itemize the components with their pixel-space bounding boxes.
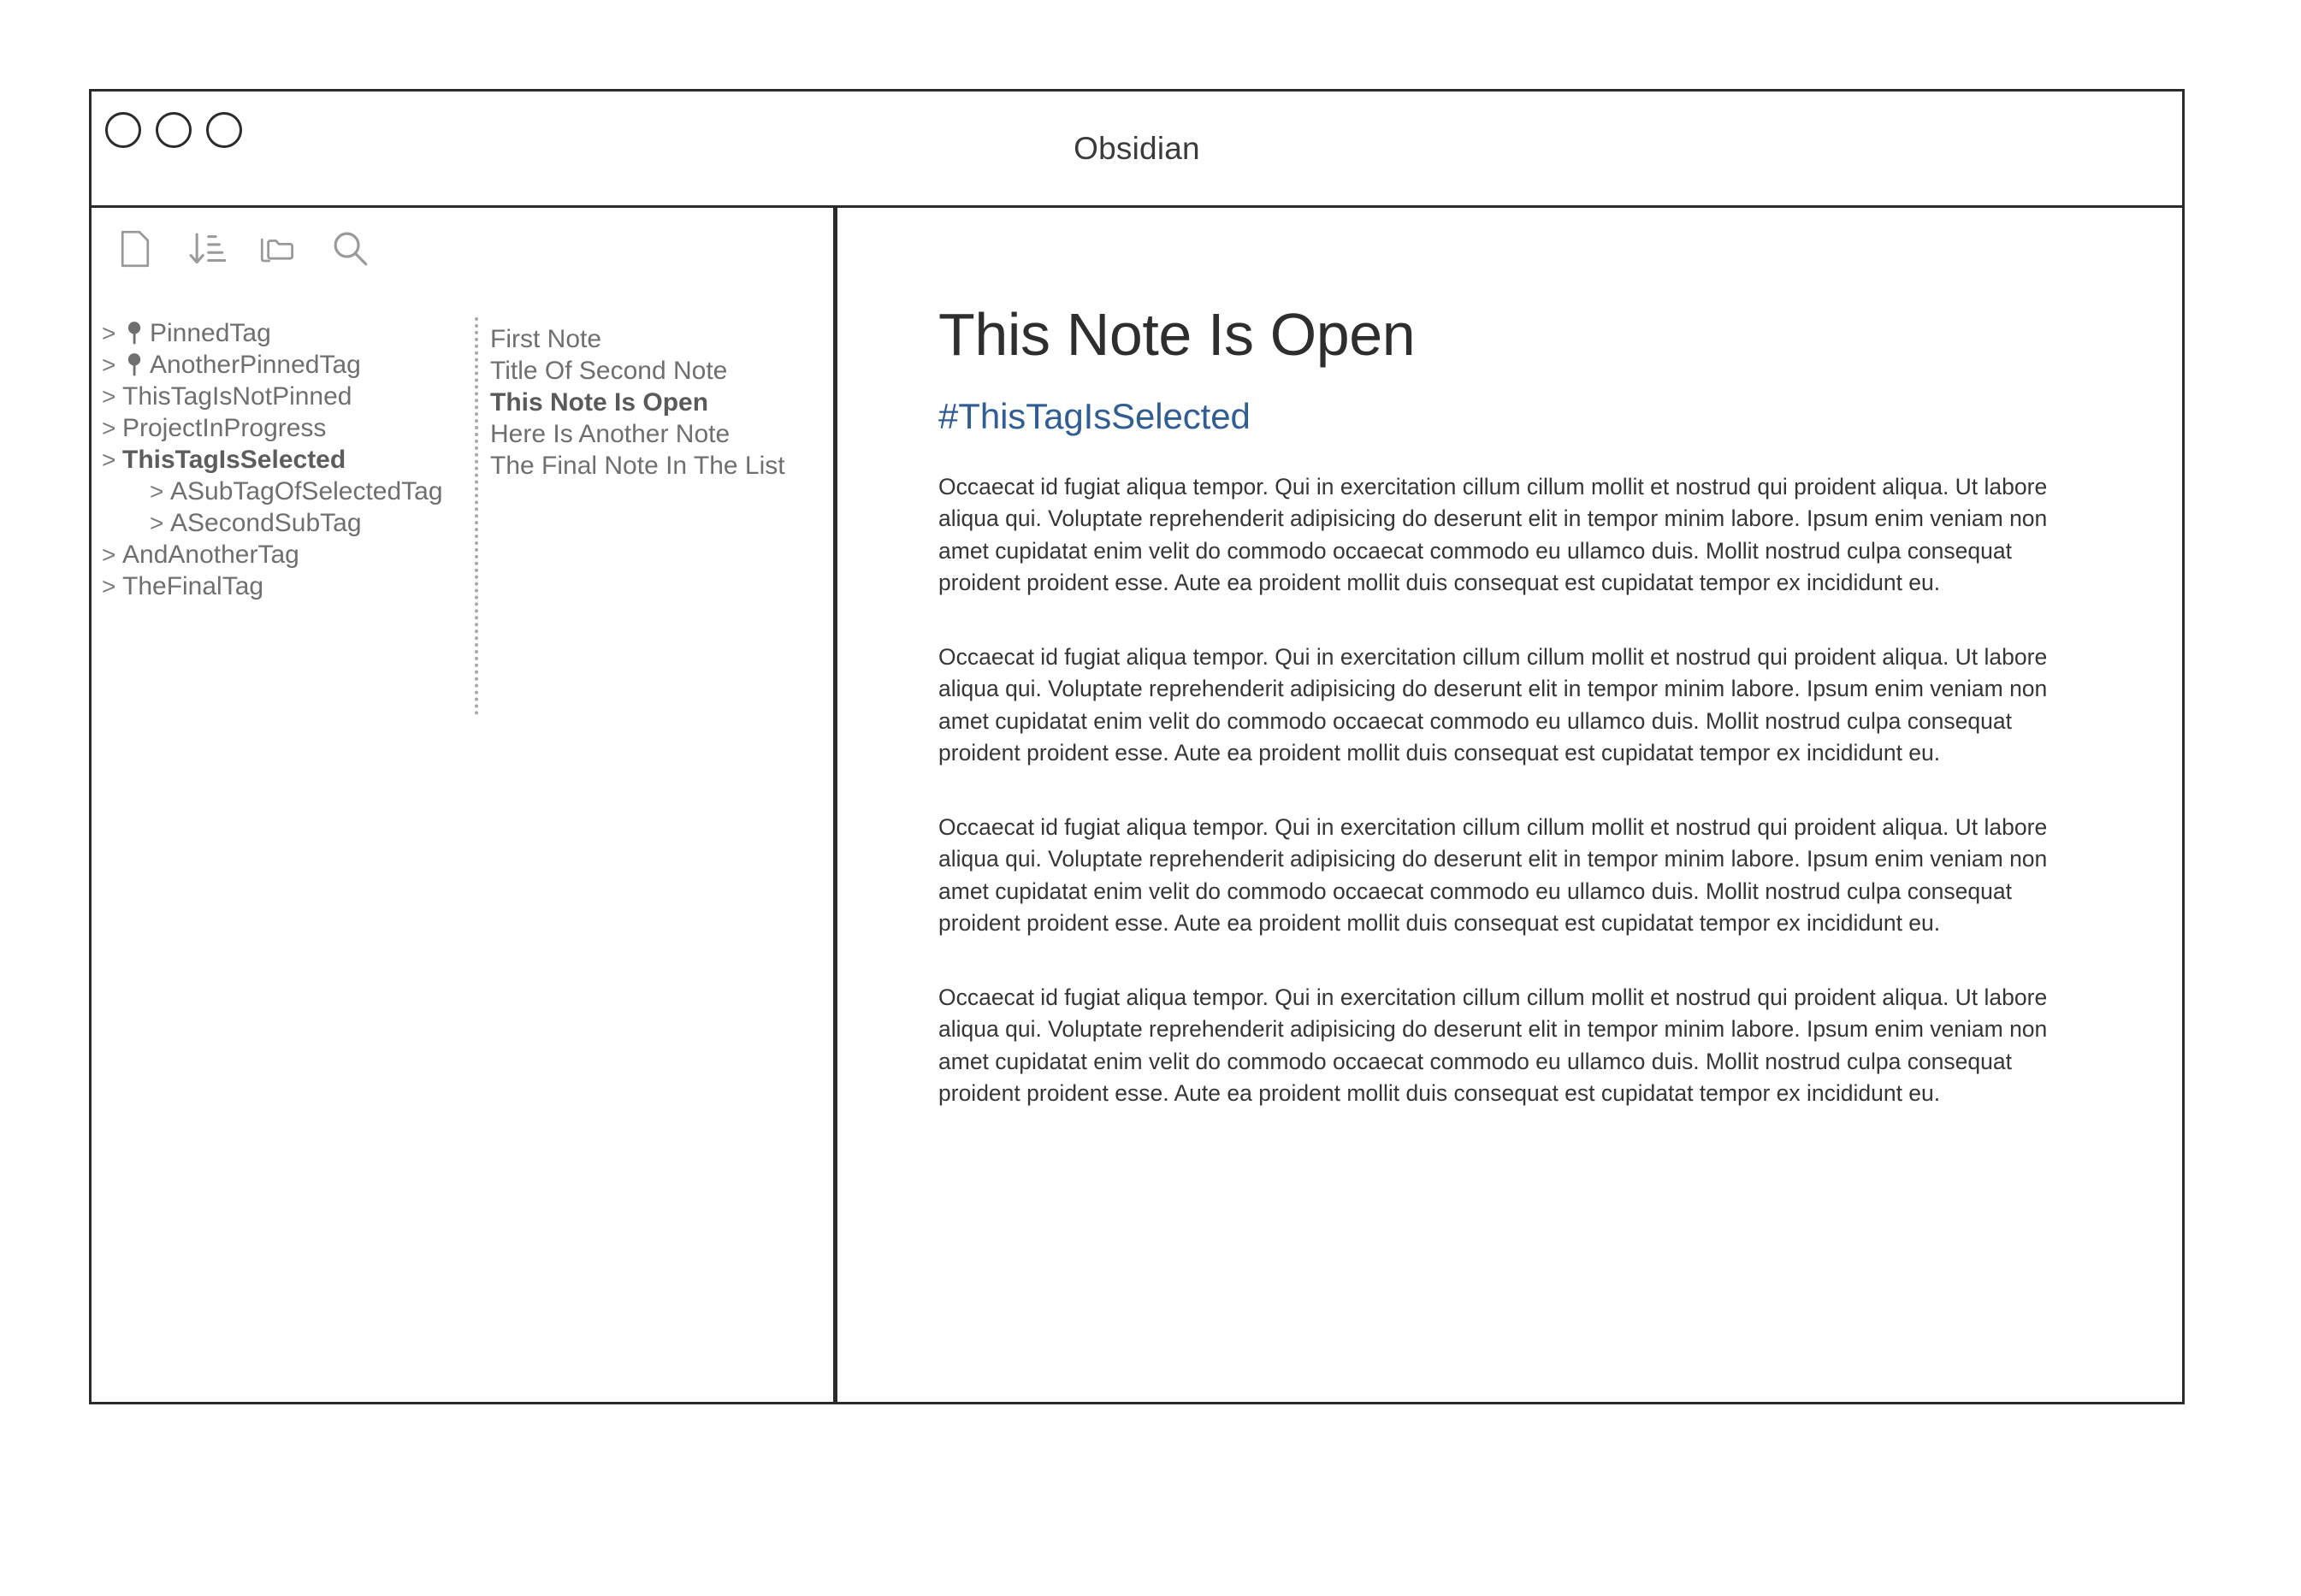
sort-descending-icon[interactable]: [187, 229, 227, 269]
tag-row-child[interactable]: [102, 476, 468, 507]
search-icon[interactable]: [331, 229, 370, 269]
maximize-button[interactable]: [206, 112, 242, 148]
note-list-item[interactable]: Title Of Second Note: [490, 357, 728, 385]
note-list-item[interactable]: First Note: [490, 325, 602, 353]
chevron-right-icon[interactable]: >: [102, 414, 116, 441]
chevron-right-icon[interactable]: >: [102, 351, 116, 378]
window-body: [92, 208, 2182, 1402]
close-button[interactable]: [105, 112, 141, 148]
notes-list: [490, 317, 833, 1402]
left-columns: [92, 290, 833, 1402]
chevron-right-icon[interactable]: >: [102, 572, 116, 600]
note-title: This Note Is Open: [938, 301, 1416, 368]
chevron-right-icon[interactable]: >: [150, 509, 164, 536]
tag-label: AnotherPinnedTag: [150, 350, 361, 379]
pin-icon: [122, 320, 146, 347]
new-note-icon[interactable]: [115, 229, 155, 269]
tag-tree: [92, 317, 468, 1402]
note-paragraph: Occaecat id fugiat aliqua tempor. Qui in exercitation cillum cillum mollit et nostrud qui proident aliqua. Ut labore aliqua qui. Voluptate reprehenderit adipisicing do deserunt elit in tempor minim labore. Ipsum enim veniam non amet cupidatat enim velit do commodo occaecat commodo eu ullamco duis. Mollit nostrud culpa consequat proident proident esse. Aute ea proident mollit duis consequat est cupidatat tempor ex incididunt eu.: [938, 473, 2048, 595]
editor-pane[interactable]: [837, 208, 2182, 1402]
note-paragraph: Occaecat id fugiat aliqua tempor. Qui in exercitation cillum cillum mollit et nostrud qui proident aliqua. Ut labore aliqua qui. Voluptate reprehenderit adipisicing do deserunt elit in tempor minim labore. Ipsum enim veniam non amet cupidatat enim velit do commodo occaecat commodo eu ullamco duis. Mollit nostrud culpa consequat proident proident esse. Aute ea proident mollit duis consequat est cupidatat tempor ex incididunt eu.: [938, 643, 2048, 765]
tag-row[interactable]: [102, 317, 468, 349]
tag-row[interactable]: [102, 539, 468, 570]
chevron-right-icon[interactable]: >: [102, 541, 116, 568]
pin-icon: [122, 352, 146, 379]
tag-row[interactable]: [102, 381, 468, 412]
note-paragraph: Occaecat id fugiat aliqua tempor. Qui in exercitation cillum cillum mollit et nostrud qui proident aliqua. Ut labore aliqua qui. Voluptate reprehenderit adipisicing do deserunt elit in tempor minim labore. Ipsum enim veniam non amet cupidatat enim velit do commodo occaecat commodo eu ullamco duis. Mollit nostrud culpa consequat proident proident esse. Aute ea proident mollit duis consequat est cupidatat tempor ex incididunt eu.: [938, 813, 2048, 936]
tag-row-child[interactable]: [102, 507, 468, 539]
tag-label: ProjectInProgress: [122, 413, 327, 442]
note-list-item[interactable]: Here Is Another Note: [490, 420, 731, 448]
tag-label: AndAnotherTag: [122, 540, 299, 569]
chevron-right-icon[interactable]: >: [102, 319, 116, 346]
title-bar: [92, 92, 2182, 208]
chevron-right-icon[interactable]: >: [102, 382, 116, 410]
tag-label: PinnedTag: [150, 318, 271, 347]
tag-label: ASecondSubTag: [170, 508, 362, 537]
tag-label: ThisTagIsNotPinned: [122, 381, 352, 411]
window-controls: [105, 112, 242, 148]
tag-label: ThisTagIsSelected: [122, 445, 346, 474]
chevron-right-icon[interactable]: >: [150, 477, 164, 505]
note-paragraph: Occaecat id fugiat aliqua tempor. Qui in exercitation cillum cillum mollit et nostrud qui proident aliqua. Ut labore aliqua qui. Voluptate reprehenderit adipisicing do deserunt elit in tempor minim labore. Ipsum enim veniam non amet cupidatat enim velit do commodo occaecat commodo eu ullamco duis. Mollit nostrud culpa consequat proident proident esse. Aute ea proident mollit duis consequat est cupidatat tempor ex incididunt eu.: [938, 984, 2048, 1106]
tag-label: TheFinalTag: [122, 571, 264, 600]
app-window: [89, 89, 2185, 1404]
tag-row-selected[interactable]: [102, 444, 468, 476]
window-title: Obsidian: [1074, 130, 1200, 166]
tag-row[interactable]: [102, 412, 468, 444]
chevron-right-icon[interactable]: >: [102, 446, 116, 473]
tag-row[interactable]: [102, 349, 468, 381]
tag-label: ASubTagOfSelectedTag: [170, 476, 443, 505]
note-list-item-active[interactable]: This Note Is Open: [490, 388, 709, 417]
left-pane: [92, 208, 837, 1402]
pane-separator-dotted[interactable]: [475, 317, 478, 715]
note-list-item[interactable]: The Final Note In The List: [490, 452, 785, 480]
minimize-button[interactable]: [156, 112, 192, 148]
note-tag-link[interactable]: #ThisTagIsSelected: [938, 395, 1251, 436]
folders-icon[interactable]: [259, 229, 299, 269]
tag-row[interactable]: [102, 570, 468, 602]
icon-toolbar: [92, 208, 833, 290]
